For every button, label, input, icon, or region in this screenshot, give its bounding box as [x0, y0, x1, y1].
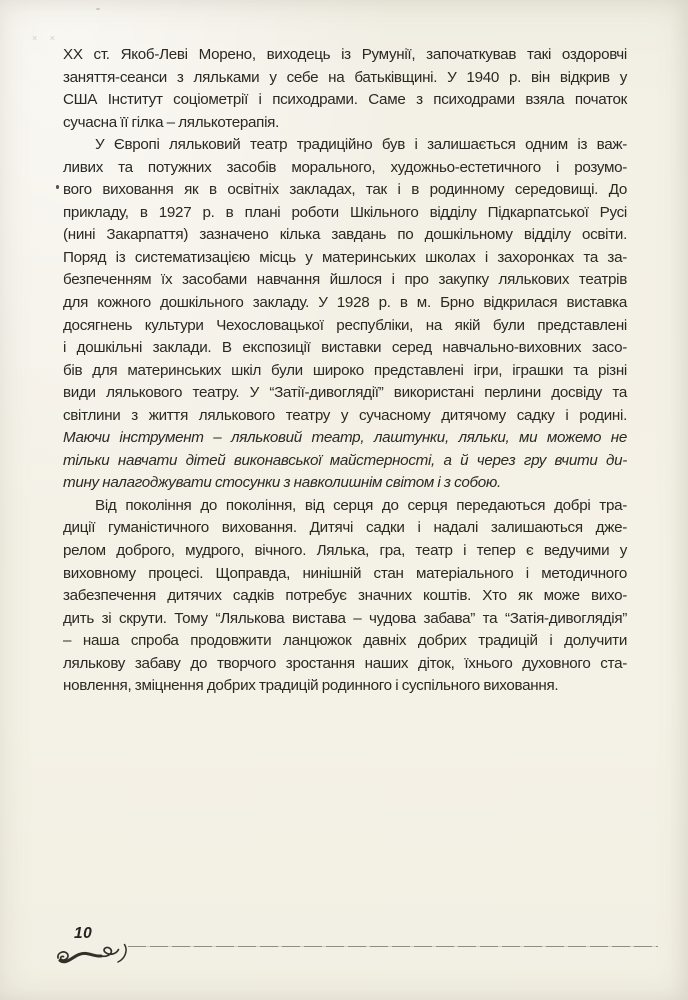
text-line: ливих та потужних засобів морального, художньо-естетичного і розумо-	[63, 158, 627, 176]
text-line: і дошкільні заклади. В експозиції виставки серед навчально-виховних засо-	[63, 339, 627, 357]
text-line: бів для материнських шкіл були широко представлені ігри, іграшки та різні	[63, 361, 627, 379]
text-line: У Європі ляльковий театр традиційно був і залишається одним із важ-	[95, 136, 627, 154]
text-line: виховному процесі. Щоправда, нинішній стан матеріального і методичного	[63, 564, 627, 582]
text-line: XX ст. Якоб-Леві Морено, виходець із Румунії, започаткував такі оздоровчі	[63, 46, 627, 63]
text-line: для кожного дошкільного закладу. У 1928 р. в м. Брно відкрилася виставка	[63, 294, 627, 312]
text-line: лялькову забаву до творчого зростання наших діток, їхнього духовного ста-	[63, 654, 627, 672]
scan-speck	[96, 8, 100, 10]
text-line: досягнень культури Чехословацької республіки, на якій були представлені	[63, 316, 627, 334]
text-line: безпеченням їх засобами навчання йшлося і про закупку лялькових театрів	[63, 271, 627, 289]
text-line: види лялькового театру. У “Затії-дивоглядії” використані перлини досвіду та	[63, 384, 627, 402]
text-line: дить зі скрути. Тому “Лялькова вистава – чудова забава” та “Затія-дивоглядія”	[63, 609, 627, 627]
text-line: новлення, зміцнення добрих традицій родинного і суспільного виховання.	[63, 677, 559, 695]
footer-rule	[128, 946, 658, 947]
body-text	[63, 44, 627, 698]
text-line: заняття-сеанси з ляльками у себе на батьківщині. У 1940 р. він відкрив у	[63, 68, 627, 86]
scan-speck	[56, 185, 59, 189]
text-line: вого виховання як в освітніх закладах, так і в родинному середовищі. До	[63, 181, 627, 199]
text-line: США Інститут соціометрії і психодрами. Саме з психодрами взяла початок	[63, 91, 627, 109]
text-line: Поряд із систематизацією місць у материнських школах і захоронках та за-	[63, 248, 627, 266]
page-number: 10	[74, 925, 93, 942]
text-line: (нині Закарпаття) зазначено кілька завдань по дошкільному відділу освіти.	[63, 226, 627, 244]
text-line: Від покоління до покоління, від серця до серця передаються добрі тра-	[95, 496, 627, 514]
text-line: диції гуманістичного виховання. Дитячі садки і надалі залишаються дже-	[63, 519, 627, 537]
text-line: світлини з життя лялькового театру у сучасному дитячому садку і родині.	[63, 406, 627, 424]
text-line: релом доброго, мудрого, вічного. Лялька, гра, театр і тепер є ведучими у	[63, 542, 627, 560]
text-line: тільки навчати дітей виконавської майстерності, а й через гру вчити ди-	[63, 451, 627, 469]
text-line: сучасна її гілка – лялькотерапія.	[63, 113, 279, 131]
text-line: тину налагоджувати стосунки з навколишнім світом і з собою.	[63, 474, 501, 492]
flourish-icon	[55, 941, 133, 969]
text-line: забезпечення дитячих садків потребує значних коштів. Хто як може вихо-	[63, 587, 627, 605]
text-line: – наша спроба продовжити ланцюжок давніх добрих традицій і долучити	[63, 632, 627, 650]
text-line: Маючи інструмент – ляльковий театр, лаштунки, ляльки, ми можемо не	[63, 429, 627, 447]
scan-speck: × ×	[32, 33, 61, 43]
text-line: прикладу, в 1927 р. в плані роботи Шкільного відділу Підкарпатської Русі	[63, 203, 627, 221]
